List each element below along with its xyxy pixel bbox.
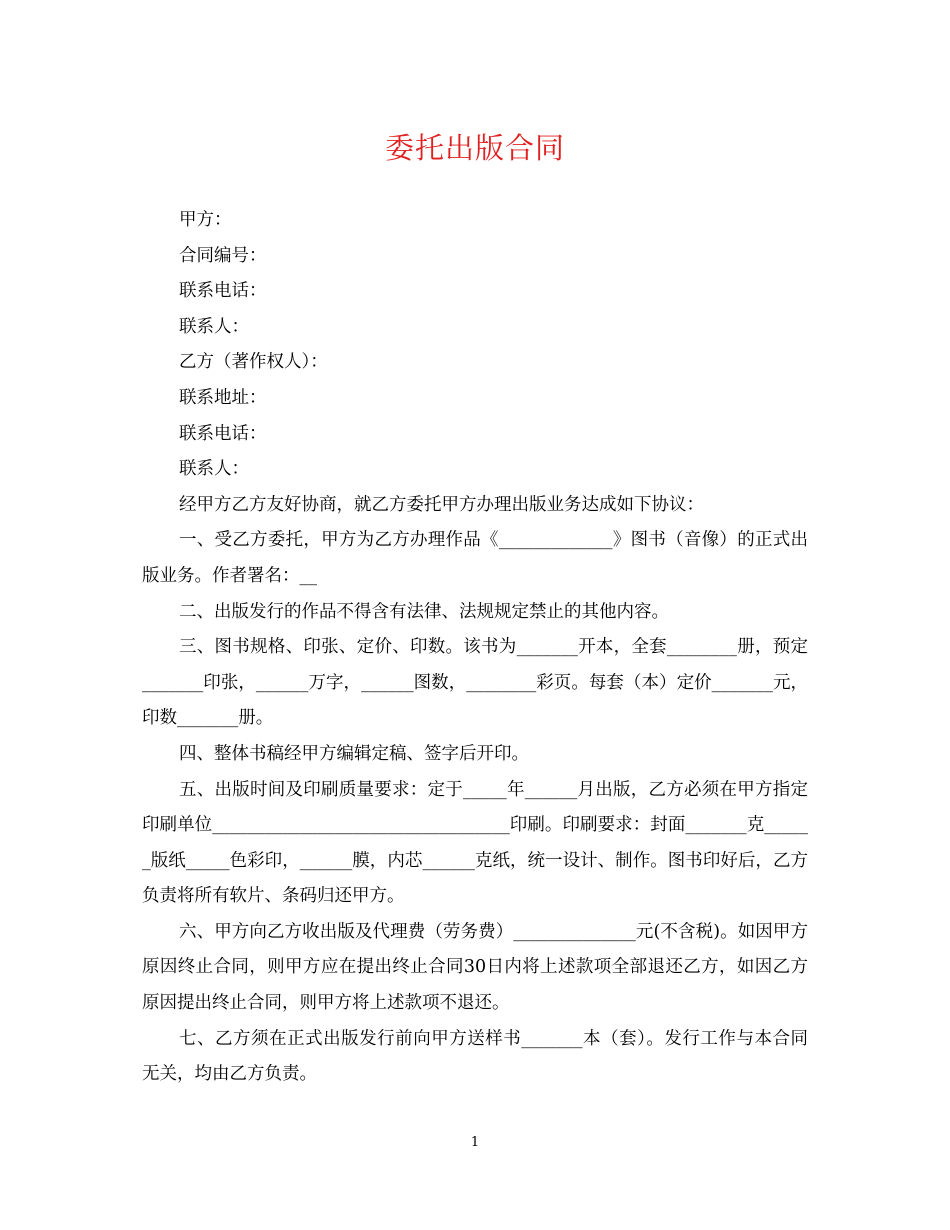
party-a-phone-line: 联系电话：: [179, 281, 267, 302]
document-body: [142, 203, 808, 1093]
contract-number-line: 合同编号：: [179, 245, 267, 266]
party-b-phone-line: 联系电话：: [179, 423, 267, 444]
party-a-contact-line: 联系人：: [179, 316, 249, 337]
clause-3: 三、图书规格、印张、定价、印数。该书为_______开本，全套________册，预定_______印张，______万字，______图数，________彩页。每套（本）定价_______元，印数_______册。: [142, 637, 808, 729]
clause-7: 七、乙方须在正式出版发行前向甲方送样书_______本（套）。发行工作与本合同无关，均由乙方负责。: [142, 1028, 808, 1085]
page-number: 1: [470, 1135, 480, 1150]
party-b-contact-line: 联系人：: [179, 459, 249, 480]
party-a-line: 甲方：: [179, 210, 232, 230]
clause-5: 五、出版时间及印刷质量要求：定于_____年______月出版，乙方必须在甲方指定印刷单位__________________________________印刷。印刷要求：封面_______克______版纸_____色彩印，______膜，内芯______克纸，统一设计、制作。图书印好后，乙方负责将所有软片、条码归还甲方。: [142, 779, 808, 907]
clause-1: 一、受乙方委托，甲方为乙方办理作品《_____________》图书（音像）的正式出版业务。作者署名：__: [142, 530, 808, 586]
party-b-line: 乙方（著作权人）：: [179, 352, 328, 373]
party-b-address-line: 联系地址：: [179, 387, 267, 408]
clause-6: 六、甲方向乙方收出版及代理费（劳务费）______________元(不含税)。如因甲方原因终止合同，则甲方应在提出终止合同30日内将上述款项全部退还乙方，如因乙方原因提出终止合同，则甲方将上述款项不退还。: [142, 921, 808, 1014]
clause-4: 四、整体书稿经甲方编辑定稿、签字后开印。: [179, 743, 529, 764]
document-title: 委托出版合同: [384, 131, 565, 165]
agreement-intro: 经甲方乙方友好协商，就乙方委托甲方办理出版业务达成如下协议：: [179, 494, 704, 515]
clause-2: 二、出版发行的作品不得含有法律、法规规定禁止的其他内容。: [179, 601, 669, 622]
